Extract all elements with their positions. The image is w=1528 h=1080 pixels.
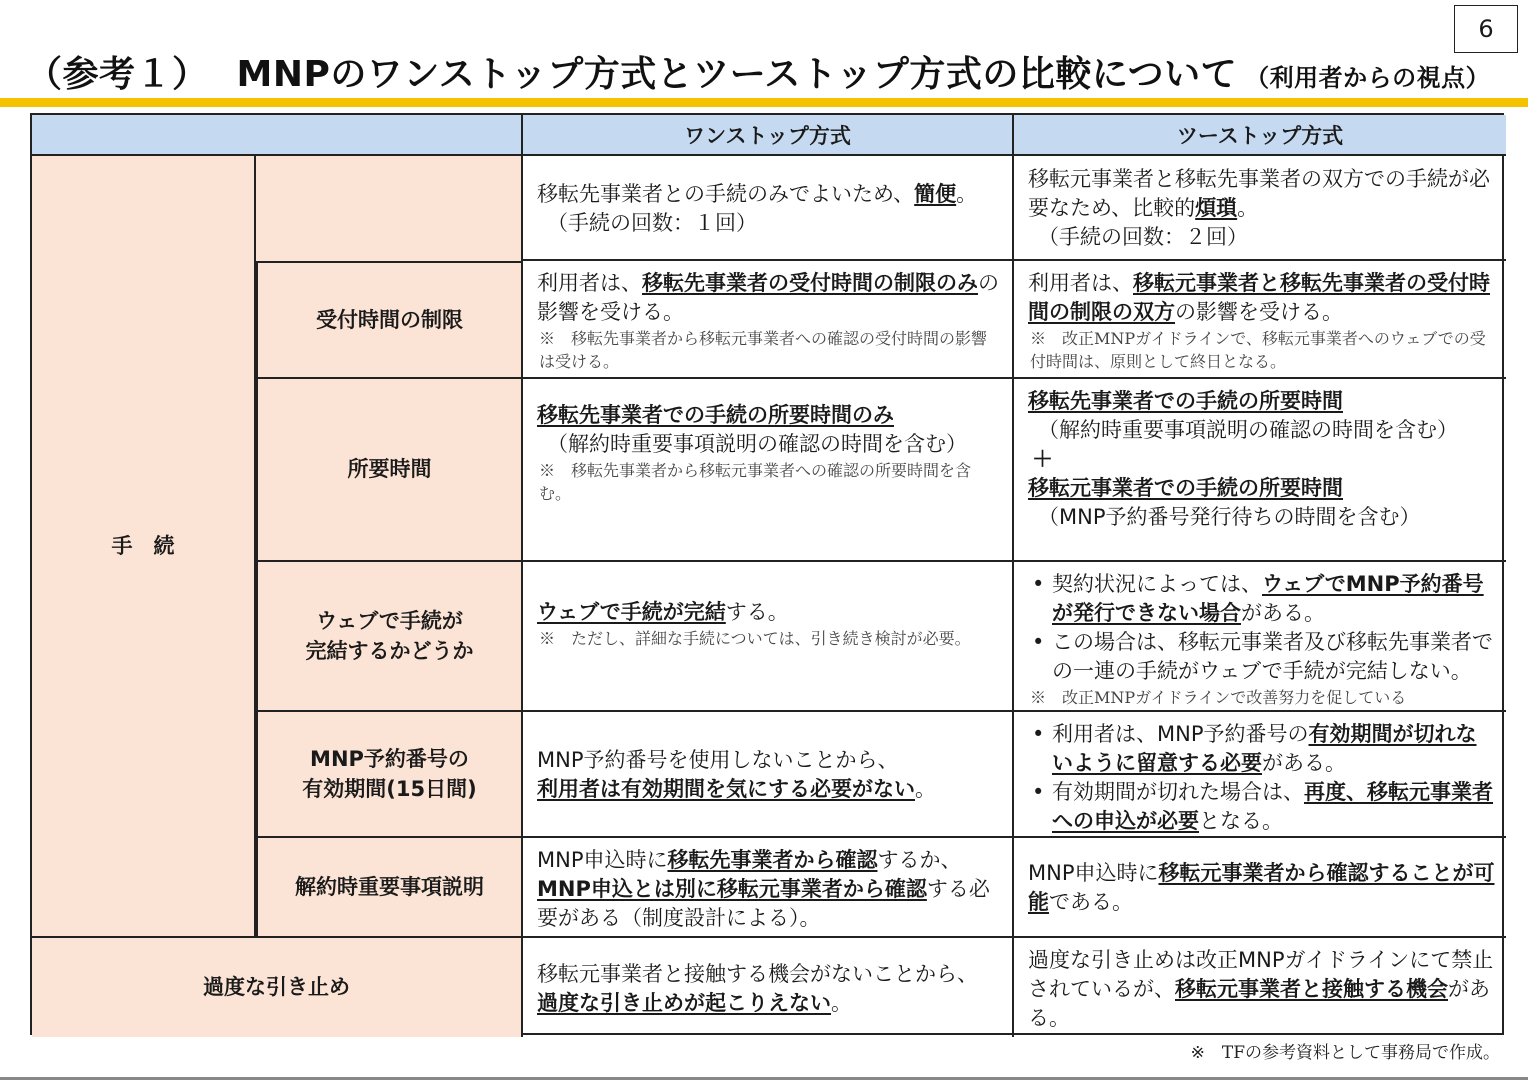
emphasis: 簡便 [914, 181, 957, 206]
reception-two-stop [1014, 261, 1506, 379]
title-underline [0, 98, 1528, 107]
emphasis: 移転先事業者での手続の所要時間 [1028, 389, 1343, 413]
validity-two-stop-list [1028, 720, 1496, 836]
row-label-retention: 過度な引き止め [32, 938, 523, 1037]
required-time-two-stop-line1 [1028, 387, 1496, 416]
overview-two-stop-count: （手続の回数：２回） [1038, 224, 1248, 249]
reception-two-stop-text [1028, 269, 1496, 327]
overview-one-stop [523, 156, 1014, 261]
emphasis: 過度な引き止めが起こりえない [537, 990, 831, 1015]
web-two-stop [1014, 562, 1506, 712]
text: 。 [956, 181, 978, 206]
text: 移転先事業者との手続のみでよいため、 [537, 181, 915, 206]
retention-one-stop [523, 938, 1014, 1037]
row-label-validity [256, 712, 523, 838]
emphasis: 利用者は有効期間を気にする必要がない [537, 777, 915, 801]
text: がある。 [1028, 976, 1490, 1030]
web-one-stop-text [537, 598, 1002, 627]
title-subtitle: （利用者からの視点） [1245, 64, 1491, 92]
title-main: MNPのワンストップ方式とツーストップ方式の比較について [236, 54, 1238, 95]
emphasis: ウェブで手続が完結 [537, 600, 726, 624]
page-title [26, 46, 1490, 97]
text: するか、 [877, 848, 962, 872]
text: 利用者は、 [1028, 271, 1133, 295]
reception-one-stop-text [537, 269, 1002, 327]
emphasis: 再度、移転元事業者への申込が必要 [1052, 779, 1493, 833]
text: MNP予約番号を使用しないことから、 [537, 748, 899, 773]
list-item [1028, 778, 1496, 836]
web-two-stop-note: ※ 改正MNPガイドラインで改善努力を促している [1030, 687, 1407, 707]
list-item [1028, 720, 1496, 778]
web-two-stop-list [1028, 570, 1496, 686]
text: 。 [831, 990, 852, 1015]
overview-two-stop-text [1028, 165, 1496, 223]
footer-note: ※ TFの参考資料として事務局で作成。 [1190, 1043, 1500, 1063]
text: である。 [1049, 890, 1133, 914]
text: 利用者は、 [537, 271, 642, 295]
text: がある。 [1241, 600, 1325, 625]
web-one-stop-note: ※ ただし、詳細な手続については、引き続き検討が必要。 [539, 628, 971, 648]
emphasis: 移転先事業者の受付時間の制限のみ [642, 271, 978, 295]
validity-two-stop [1014, 712, 1506, 838]
text: 移転元事業者と移転先事業者の双方での手続が必要なため、比較的 [1028, 167, 1490, 221]
header-one-stop: ワンストップ方式 [523, 115, 1014, 156]
row-label-web [256, 562, 523, 712]
comparison-table [30, 113, 1504, 1035]
overview-one-stop-count: （手続の回数：１回） [547, 210, 757, 235]
title-prefix: （参考１） [26, 54, 209, 95]
validity-one-stop [523, 712, 1014, 838]
text: する。 [725, 600, 789, 624]
text: の影響を受ける。 [537, 271, 999, 324]
list-item: • この場合は、移転元事業者及び移転先事業者での一連の手続がウェブで手続が完結しない。 [1028, 628, 1496, 686]
explanation-one-stop-text [537, 846, 1002, 933]
required-time-two-stop [1014, 379, 1506, 562]
required-time-two-stop-line4: （MNP予約番号発行待ちの時間を含む） [1038, 504, 1421, 529]
emphasis: 移転元事業者から確認することが可能 [1028, 861, 1495, 914]
emphasis: 移転先事業者での手続の所要時間のみ [537, 403, 894, 427]
required-time-one-stop-note: ※ 移転先事業者から移転元事業者への確認の所要時間を含む。 [539, 460, 972, 504]
required-time-one-stop-text [537, 401, 1002, 430]
row-label-reception: 受付時間の制限 [256, 261, 523, 379]
procedure-overview-spacer [256, 156, 523, 261]
web-one-stop [523, 562, 1014, 712]
emphasis: 移転元事業者と移転先事業者の受付時間の制限の双方 [1028, 271, 1490, 324]
text: 契約状況によっては、 [1052, 572, 1262, 596]
label-line: 完結するかどうか [305, 639, 474, 663]
overview-two-stop [1014, 156, 1506, 261]
required-time-one-stop [523, 379, 1014, 562]
text: がある。 [1262, 750, 1346, 775]
text: 有効期間が切れた場合は、 [1052, 779, 1304, 804]
required-time-one-stop-detail: （解約時重要事項説明の確認の時間を含む） [547, 431, 967, 456]
reception-one-stop-note: ※ 移転先事業者から移転元事業者への確認の受付時間の影響は受ける。 [539, 328, 988, 372]
text: となる。 [1199, 808, 1283, 833]
emphasis: 移転元事業者での手続の所要時間 [1028, 475, 1343, 500]
retention-two-stop-text [1028, 946, 1496, 1033]
text: 。 [915, 777, 936, 801]
label-line: 有効期間(15日間) [302, 777, 477, 801]
plus-sign: ＋ [1032, 446, 1053, 471]
text: 移転元事業者と接触する機会がないことから、 [537, 961, 978, 986]
retention-one-stop-text [537, 960, 1002, 1018]
explanation-two-stop [1014, 838, 1506, 938]
emphasis: ウェブでMNP予約番号が発行できない場合 [1052, 572, 1484, 625]
explanation-two-stop-text [1028, 859, 1496, 917]
validity-one-stop-text [537, 746, 1002, 804]
text: の影響を受ける。 [1175, 299, 1343, 324]
row-label-explanation: 解約時重要事項説明 [256, 838, 523, 938]
emphasis: 有効期間が切れないように留意する必要 [1052, 722, 1477, 775]
emphasis: 移転元事業者と接触する機会 [1175, 976, 1448, 1001]
overview-one-stop-text [537, 180, 1002, 209]
label-line: MNP予約番号の [310, 746, 469, 771]
required-time-two-stop-line2: （解約時重要事項説明の確認の時間を含む） [1038, 417, 1458, 442]
required-time-two-stop-line3 [1028, 474, 1496, 503]
list-item [1028, 570, 1496, 628]
page-number: 6 [1454, 5, 1518, 53]
header-empty-cell [32, 115, 523, 156]
emphasis: 移転先事業者から確認 [667, 848, 878, 872]
reception-one-stop [523, 261, 1014, 379]
text: MNP申込時に [1028, 861, 1159, 886]
label-line: ウェブで手続が [316, 608, 463, 633]
text: 。 [1237, 196, 1259, 221]
explanation-one-stop [523, 838, 1014, 938]
row-label-required-time: 所要時間 [256, 379, 523, 562]
text: する必要がある（制度設計による）。 [537, 876, 990, 930]
text: 過度な引き止めは改正MNPガイドラインにて禁止されているが、 [1028, 948, 1494, 1001]
header-two-stop: ツーストップ方式 [1014, 115, 1506, 156]
emphasis: MNP申込とは別に移転元事業者から確認 [537, 876, 927, 901]
retention-two-stop [1014, 938, 1506, 1037]
reception-two-stop-note: ※ 改正MNPガイドラインで、移転元事業者へのウェブでの受付時間は、原則として終日となる。 [1030, 328, 1486, 372]
emphasis: 煩瑣 [1195, 196, 1238, 221]
group-label-procedure: 手 続 [32, 156, 256, 938]
text: 利用者は、MNP予約番号の [1052, 722, 1309, 746]
text: MNP申込時に [537, 848, 668, 872]
